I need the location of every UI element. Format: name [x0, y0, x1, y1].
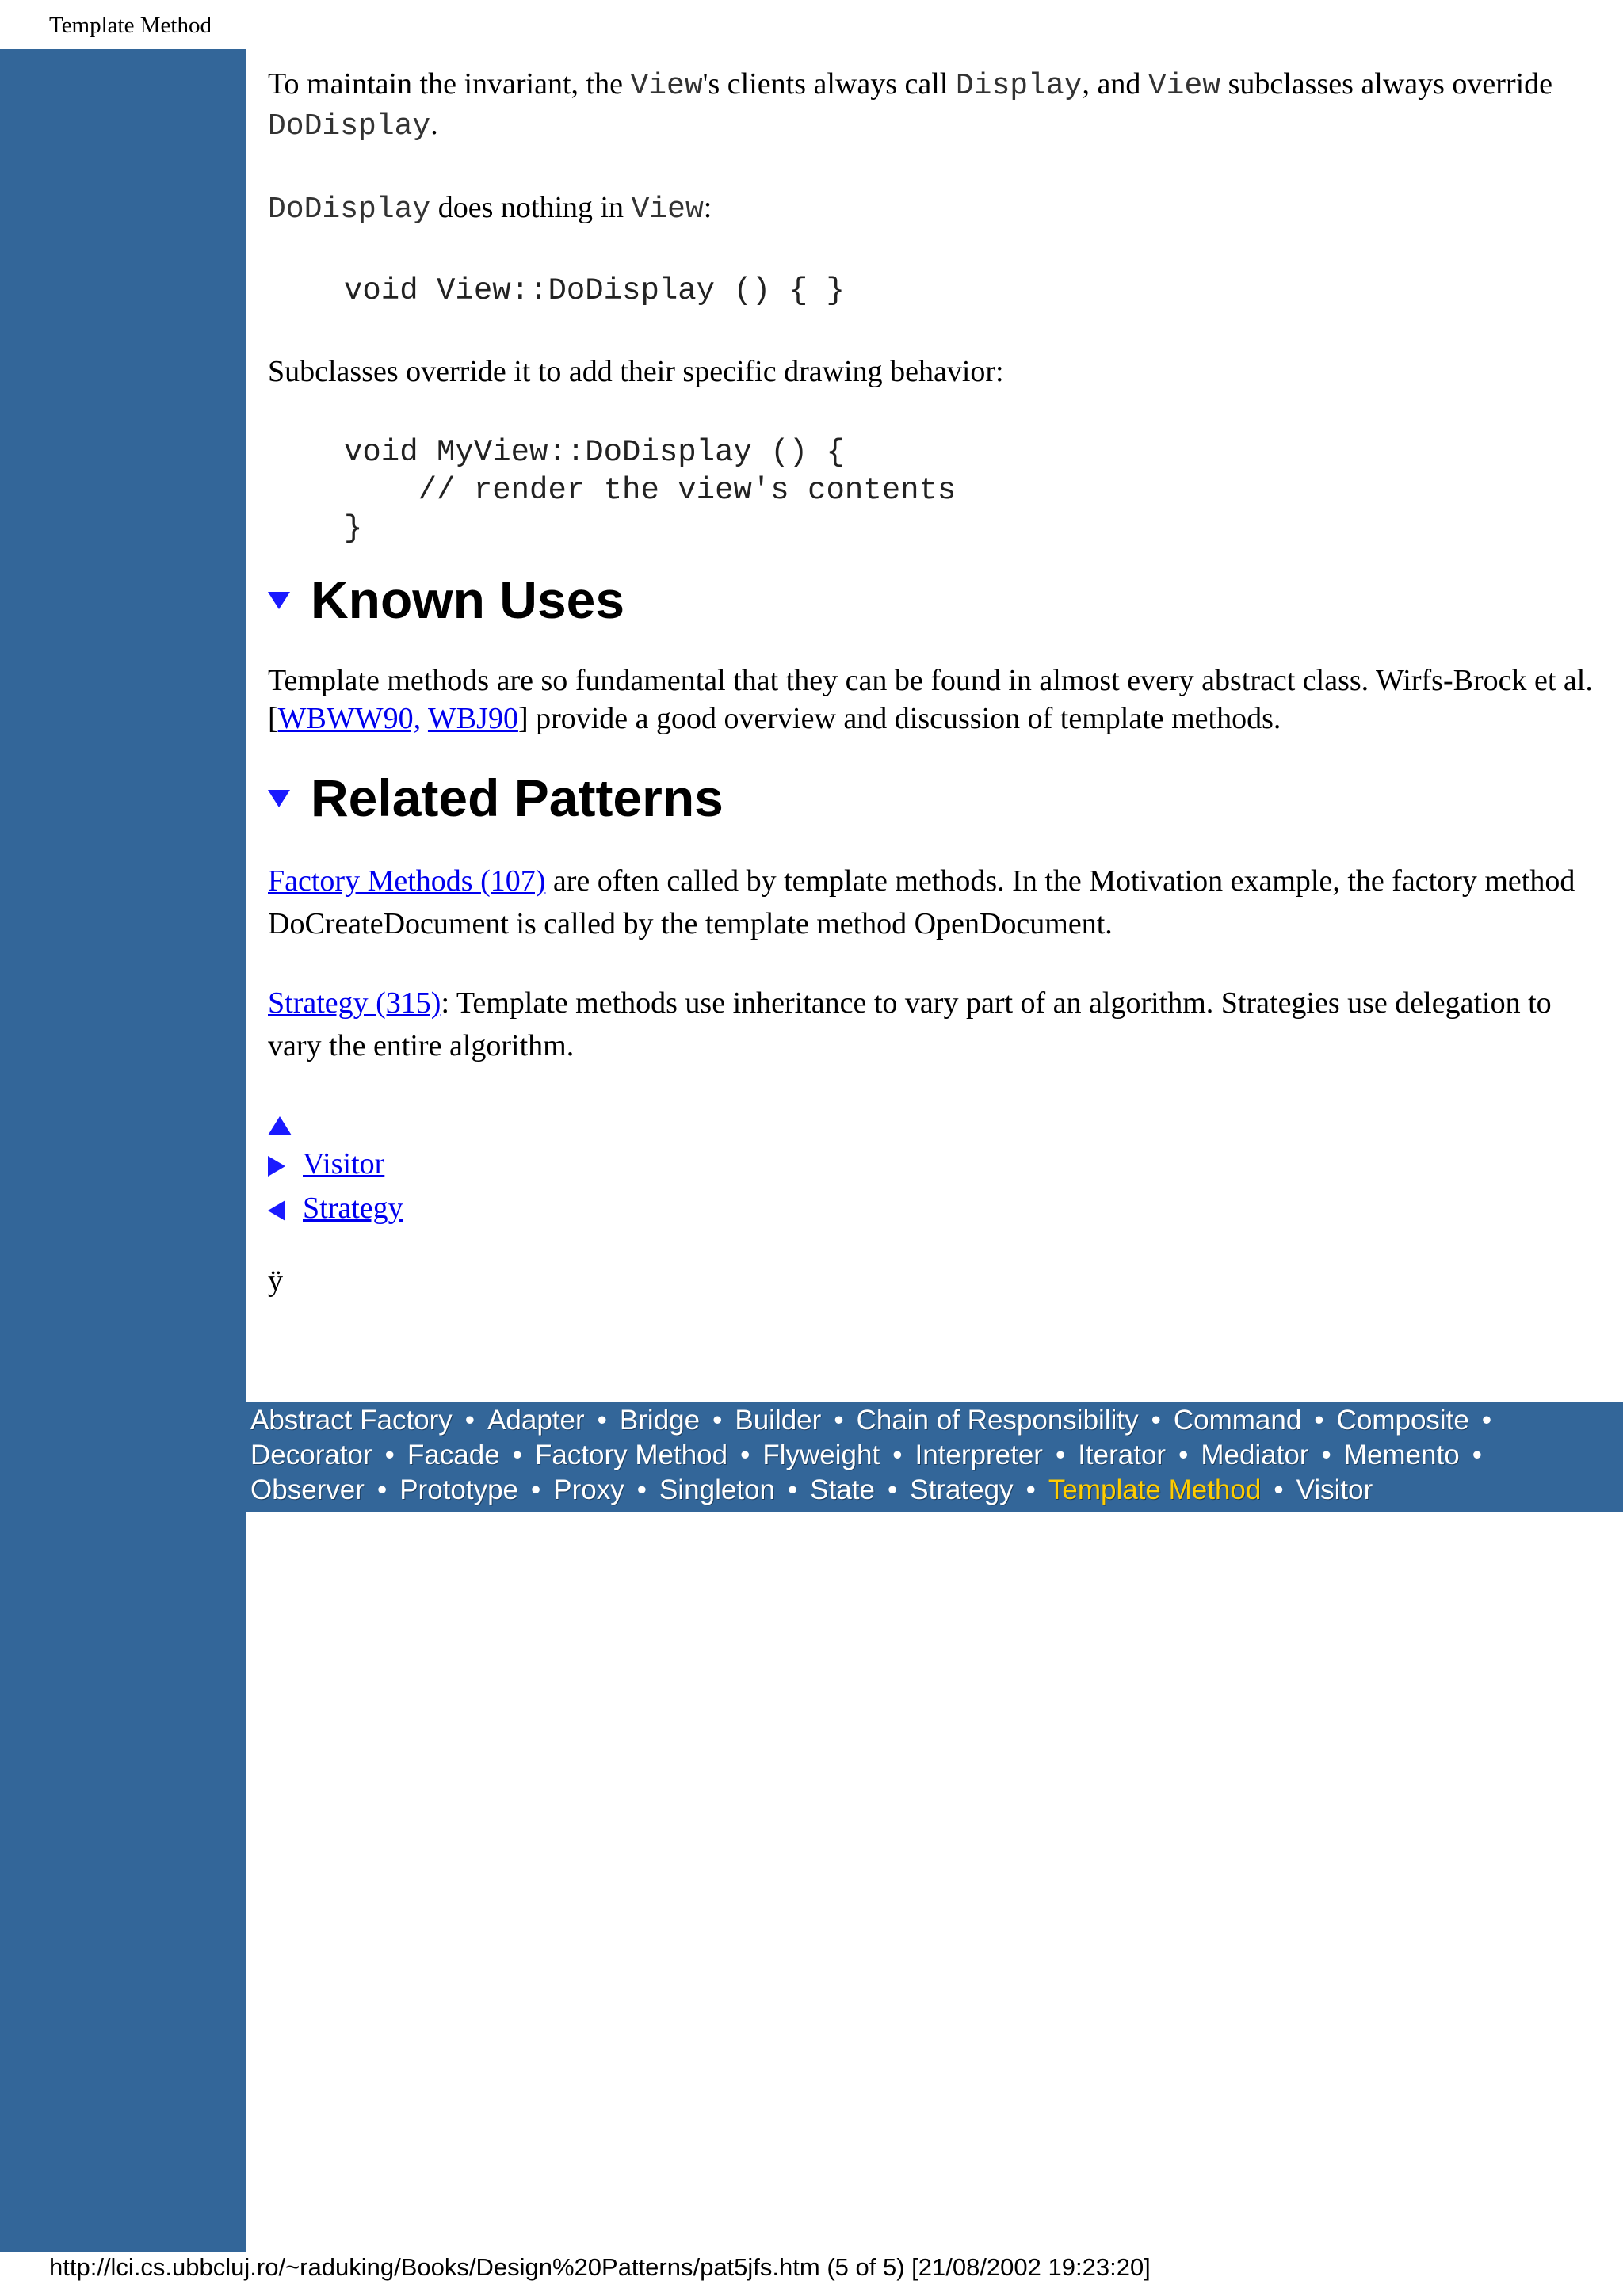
inline-code: DoDisplay: [268, 193, 431, 227]
link-next-visitor[interactable]: Visitor: [303, 1147, 385, 1180]
bullet-separator: •: [384, 1440, 395, 1470]
bullet-separator: •: [1055, 1440, 1066, 1470]
heading-related-patterns: Related Patterns: [311, 769, 724, 827]
text: To maintain the invariant, the: [268, 67, 631, 101]
bullet-separator: •: [1314, 1405, 1324, 1436]
print-header-title: Template Method: [49, 13, 212, 38]
next-arrow-icon[interactable]: [268, 1156, 285, 1177]
inline-code: View: [1148, 69, 1221, 103]
paragraph-strategy: [268, 982, 1599, 1067]
inline-code: Display: [955, 69, 1083, 103]
bullet-separator: •: [636, 1474, 647, 1505]
bullet-separator: •: [1472, 1440, 1482, 1470]
inline-code: View: [630, 69, 703, 103]
paragraph-factory-methods: [268, 860, 1599, 945]
bullet-separator: •: [1481, 1405, 1492, 1436]
pattern-link[interactable]: Mediator: [1201, 1440, 1309, 1470]
pattern-link[interactable]: Memento: [1343, 1440, 1460, 1470]
bullet-separator: •: [1274, 1474, 1284, 1505]
inline-code: View: [631, 193, 704, 227]
prev-arrow-icon[interactable]: [268, 1200, 285, 1221]
text: are often called by template methods. In the Motivation example, the factory method DoCreateDocument is called by the template method OpenDocument.: [268, 864, 1575, 940]
print-footer-url: http://lci.cs.ubbcluj.ro/~raduking/Books/Design%20Patterns/pat5jfs.htm (5 of 5) [21/08/2002 19:23:20]: [49, 2253, 1151, 2281]
bullet-separator: •: [376, 1474, 388, 1505]
text: : Template methods use inheritance to vary part of an algorithm. Strategies use delegation to vary the entire algorithm.: [268, 986, 1552, 1062]
pattern-bar-line: [250, 1472, 1623, 1507]
pattern-link[interactable]: Visitor: [1296, 1474, 1373, 1505]
text: [421, 702, 428, 735]
bullet-separator: •: [834, 1405, 844, 1436]
bullet-separator: •: [531, 1474, 541, 1505]
text: , and: [1082, 67, 1148, 101]
link-prev-strategy[interactable]: Strategy: [303, 1192, 403, 1225]
page-nav: [268, 1110, 1599, 1230]
pattern-link[interactable]: Singleton: [659, 1474, 775, 1505]
pattern-link[interactable]: Decorator: [250, 1440, 372, 1470]
main-content: [268, 65, 1599, 1300]
collapse-triangle-icon[interactable]: [268, 790, 290, 807]
pattern-link[interactable]: Command: [1173, 1405, 1302, 1436]
sidebar-panel: [0, 49, 246, 2252]
pattern-bar-line: [250, 1437, 1623, 1472]
pattern-link[interactable]: Proxy: [553, 1474, 624, 1505]
pattern-link[interactable]: Template Method: [1048, 1474, 1262, 1505]
pattern-link[interactable]: Factory Method: [534, 1440, 728, 1470]
bullet-separator: •: [1321, 1440, 1331, 1470]
pattern-link[interactable]: Flyweight: [762, 1440, 880, 1470]
inline-code: DoDisplay: [268, 109, 431, 143]
pattern-link[interactable]: Iterator: [1078, 1440, 1167, 1470]
text: 's clients always call: [702, 67, 956, 101]
up-arrow-icon[interactable]: [268, 1116, 292, 1135]
pattern-link[interactable]: Observer: [250, 1474, 365, 1505]
text: subclasses always override: [1220, 67, 1553, 101]
pattern-link[interactable]: Interpreter: [915, 1440, 1043, 1470]
bullet-separator: •: [512, 1440, 522, 1470]
stray-character: ÿ: [268, 1264, 283, 1298]
text: ] provide a good overview and discussion of template methods.: [517, 702, 1281, 735]
bullet-separator: •: [1178, 1440, 1189, 1470]
pattern-bar-line: [250, 1402, 1623, 1437]
link-wbww90[interactable]: WBWW90,: [277, 702, 422, 735]
collapse-triangle-icon[interactable]: [268, 592, 290, 609]
pattern-link[interactable]: Strategy: [910, 1474, 1014, 1505]
bullet-separator: •: [1151, 1405, 1161, 1436]
bullet-separator: •: [892, 1440, 903, 1470]
known-uses-heading: [268, 568, 1599, 631]
code-block-view-dodisplay: void View::DoDisplay () { }: [344, 273, 845, 308]
text: :: [703, 191, 712, 224]
paragraph-invariant: [268, 65, 1599, 146]
bullet-separator: •: [887, 1474, 898, 1505]
nav-prev-row: [268, 1186, 1599, 1230]
bullet-separator: •: [597, 1405, 607, 1436]
pattern-link[interactable]: Composite: [1336, 1405, 1469, 1436]
pattern-index-bar: [246, 1402, 1623, 1512]
bullet-separator: •: [740, 1440, 750, 1470]
bullet-separator: •: [464, 1405, 475, 1436]
heading-known-uses: Known Uses: [311, 570, 625, 629]
link-strategy[interactable]: Strategy (315): [268, 986, 441, 1020]
link-factory-methods[interactable]: Factory Methods (107): [268, 864, 546, 898]
bullet-separator: •: [787, 1474, 798, 1505]
paragraph-dodisplay: [268, 189, 1599, 229]
text: .: [430, 108, 438, 141]
bullet-separator: •: [1025, 1474, 1036, 1505]
related-patterns-heading: [268, 766, 1599, 830]
paragraph-known-uses: [268, 662, 1599, 738]
pattern-link[interactable]: State: [810, 1474, 875, 1505]
pattern-link[interactable]: Adapter: [487, 1405, 585, 1436]
pattern-link[interactable]: Bridge: [619, 1405, 701, 1436]
paragraph-subclasses: Subclasses override it to add their specific drawing behavior:: [268, 355, 1004, 388]
nav-up-row: [268, 1110, 1599, 1142]
pattern-link[interactable]: Chain of Responsibility: [856, 1405, 1139, 1436]
bullet-separator: •: [712, 1405, 723, 1436]
text: does nothing in: [430, 191, 632, 224]
code-block-myview-dodisplay: void MyView::DoDisplay () { // render the view's contents }: [344, 435, 957, 546]
pattern-link[interactable]: Facade: [407, 1440, 500, 1470]
pattern-link[interactable]: Builder: [735, 1405, 822, 1436]
pattern-link[interactable]: Abstract Factory: [250, 1405, 453, 1436]
link-wbj90[interactable]: WBJ90: [427, 702, 518, 735]
pattern-link[interactable]: Prototype: [399, 1474, 519, 1505]
nav-next-row: [268, 1142, 1599, 1186]
text: Template methods are so fundamental that they can be found in almost every abstract class. Wirfs-Brock et al. [: [268, 664, 1593, 735]
